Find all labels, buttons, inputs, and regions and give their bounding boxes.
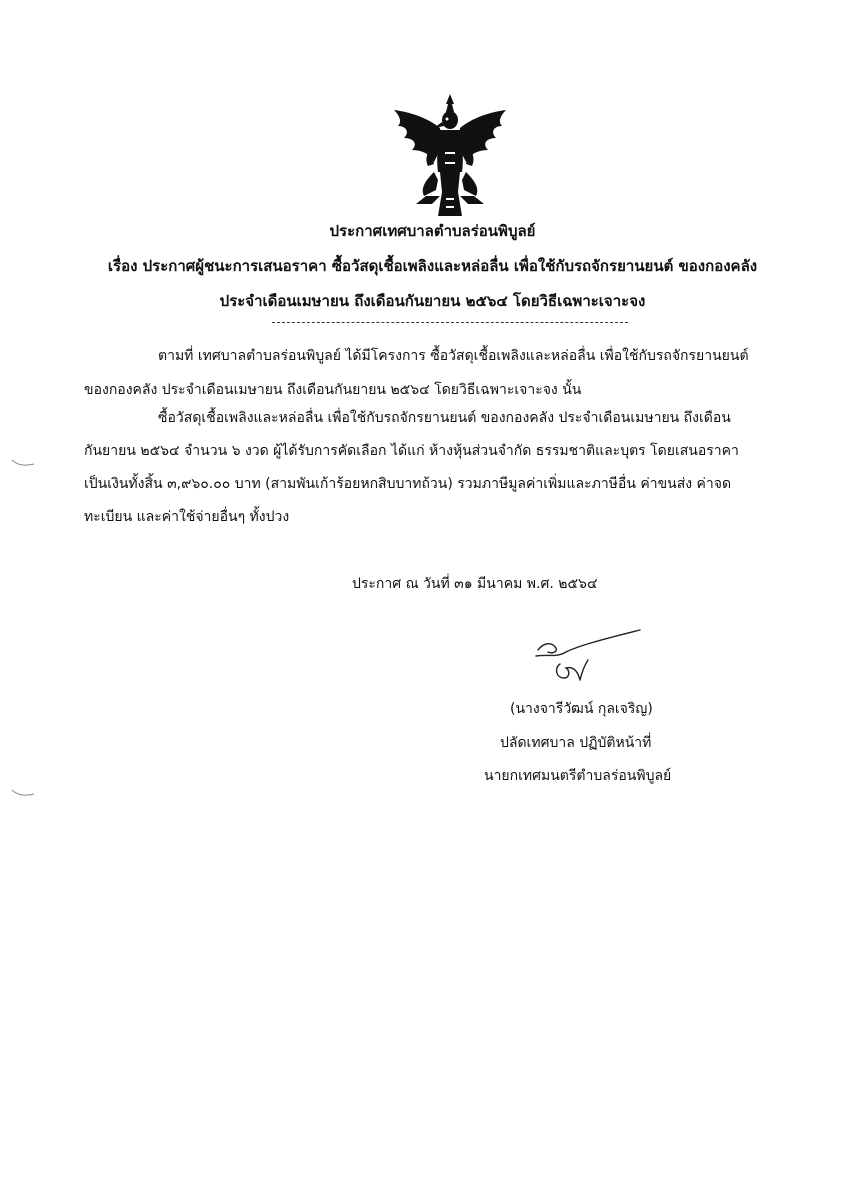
paragraph-2-line-3: เป็นเงินทั้งสิ้น ๓,๙๖๐.๐๐ บาท (สามพันเก้าร้อยหกสิบบาทถ้วน) รวมภาษีมูลค่าเพิ่มและภาษีอื่น ค่าขนส่ง ค่าจด — [84, 476, 732, 492]
announcement-title-org: ประกาศเทศบาลตำบลร่อนพิบูลย์ — [329, 222, 536, 240]
paragraph-2-line-4: ทะเบียน และค่าใช้จ่ายอื่นๆ ทั้งปวง — [84, 509, 290, 525]
scan-edge-mark — [10, 458, 36, 468]
announcement-subject: เรื่อง ประกาศผู้ชนะการเสนอราคา ซื้อวัสดุเชื้อเพลิงและหล่อลื่น เพื่อใช้กับรถจักรยานยนต์ ของกองคลัง — [107, 257, 758, 275]
title-separator — [272, 322, 628, 323]
paragraph-1-line-1: ตามที่ เทศบาลตำบลร่อนพิบูลย์ ได้มีโครงการ ซื้อวัสดุเชื้อเพลิงและหล่อลื่น เพื่อใช้กับรถจักรยานยนต์ — [158, 348, 749, 364]
signer-position-1: ปลัดเทศบาล ปฏิบัติหน้าที่ — [500, 735, 652, 751]
garuda-emblem-icon — [390, 92, 510, 218]
handwritten-signature — [530, 628, 650, 684]
paragraph-1-line-2: ของกองคลัง ประจำเดือนเมษายน ถึงเดือนกันยายน ๒๕๖๔ โดยวิธีเฉพาะเจาะจง นั้น — [84, 382, 582, 398]
announce-date: ประกาศ ณ วันที่ ๓๑ มีนาคม พ.ศ. ๒๕๖๔ — [352, 576, 598, 592]
scan-edge-mark — [10, 788, 36, 798]
announcement-period: ประจำเดือนเมษายน ถึงเดือนกันยายน ๒๕๖๔ โดยวิธีเฉพาะเจาะจง — [219, 292, 646, 310]
paragraph-2-line-2: กันยายน ๒๕๖๔ จำนวน ๖ งวด ผู้ได้รับการคัดเลือก ได้แก่ ห้างหุ้นส่วนจำกัด ธรรมชาติและบุตร โดยเสนอราคา — [84, 443, 739, 459]
signer-name: (นางจารีวัฒน์ กุลเจริญ) — [510, 701, 653, 717]
paragraph-2-line-1: ซื้อวัสดุเชื้อเพลิงและหล่อลื่น เพื่อใช้กับรถจักรยานยนต์ ของกองคลัง ประจำเดือนเมษายน ถึงเดือน — [158, 410, 731, 426]
signer-position-2: นายกเทศมนตรีตำบลร่อนพิบูลย์ — [484, 768, 672, 784]
